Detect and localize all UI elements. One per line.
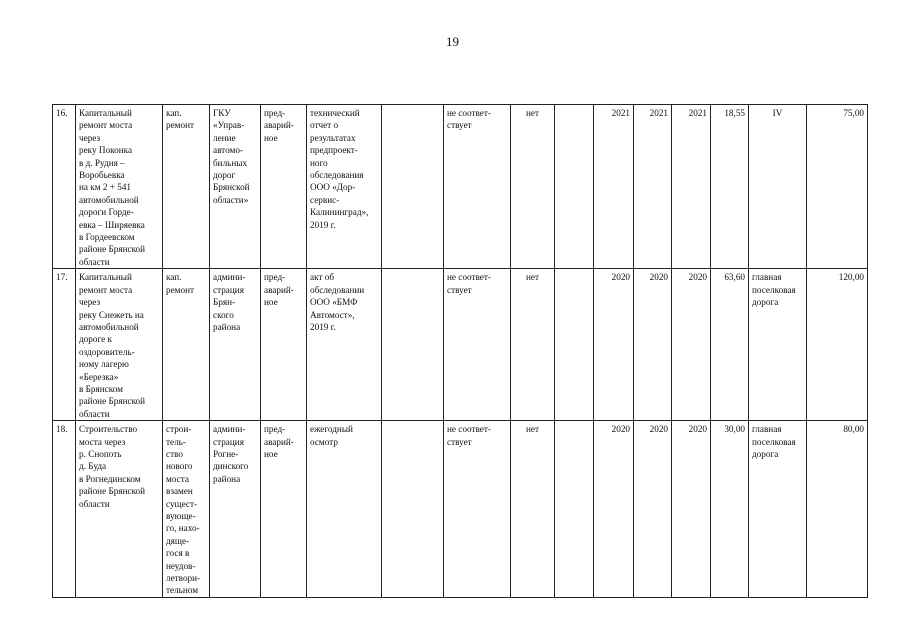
owner-line: ского <box>213 309 234 320</box>
owner <box>210 421 261 598</box>
compliance-status-line: ствует <box>447 436 472 447</box>
work-type-line: строи- <box>166 424 192 435</box>
condition-line: ное <box>264 297 278 308</box>
condition-line: пред- <box>264 424 286 435</box>
inspection-basis-line: 2019 г. <box>310 219 336 230</box>
work-type-line: гося в <box>166 548 190 559</box>
compliance-status <box>444 105 511 269</box>
object-name-line: автомобильной <box>79 194 139 205</box>
road-category-line: дорога <box>752 297 779 308</box>
flag-value: нет <box>511 269 555 421</box>
compliance-status-line: не соответ- <box>447 108 491 118</box>
object-name-line: Строительство <box>79 424 138 435</box>
compliance-status-line: не соответ- <box>447 272 491 283</box>
condition-line: пред- <box>264 108 286 118</box>
compliance-status-line: ствует <box>447 120 472 131</box>
object-name <box>76 105 163 269</box>
year-mid: 2021 <box>634 105 672 269</box>
condition-line: ное <box>264 448 278 459</box>
owner-line: района <box>213 321 241 332</box>
object-name-line: «Березка» <box>79 371 119 382</box>
road-category-line: главная <box>752 272 782 283</box>
object-name-line: д. Буда <box>79 461 107 472</box>
work-type-line: вующе- <box>166 511 196 521</box>
inspection-basis <box>307 421 382 598</box>
condition-line: ное <box>264 132 278 143</box>
flag-value: нет <box>511 421 555 598</box>
condition-line: аварий- <box>264 284 294 295</box>
inspection-basis-line: ежегодный <box>310 424 353 435</box>
work-type-line: сущест- <box>166 498 198 509</box>
object-name-line: автомобильной <box>79 321 139 332</box>
object-name-line: р. Снопоть <box>79 448 122 459</box>
object-name-line: районе Брянской <box>79 396 146 407</box>
work-type-line: неудов- <box>166 560 196 571</box>
work-type-line: го, нахо- <box>166 523 200 534</box>
object-name-line: области <box>79 498 110 509</box>
road-category-line: поселковая <box>752 436 796 447</box>
year-start: 2020 <box>594 269 634 421</box>
inspection-basis-line: осмотр <box>310 436 338 447</box>
condition-line: аварий- <box>264 120 294 131</box>
owner <box>210 105 261 269</box>
row-number: 18. <box>53 421 76 598</box>
year-mid: 2020 <box>634 269 672 421</box>
inspection-basis-line: Автомост», <box>310 309 355 320</box>
condition-line: аварий- <box>264 436 294 447</box>
owner-line: Рогне- <box>213 448 239 459</box>
condition-line: пред- <box>264 272 286 283</box>
blank-cell <box>382 421 444 598</box>
object-name-line: через <box>79 132 101 143</box>
owner-line: Брян- <box>213 297 236 308</box>
work-type-line: тель- <box>166 436 186 447</box>
condition <box>261 421 307 598</box>
owner-line: ление <box>213 132 236 143</box>
object-name-line: ремонт моста <box>79 120 133 131</box>
owner-line: админи- <box>213 424 246 435</box>
owner-line: страция <box>213 284 244 295</box>
bridge-repair-table <box>52 104 868 598</box>
object-name-line: в Рогнединском <box>79 473 141 484</box>
inspection-basis-line: результатах <box>310 132 356 143</box>
owner-line: админи- <box>213 272 246 283</box>
object-name-line: в д. Рудня – <box>79 157 125 168</box>
owner-line: динского <box>213 461 249 472</box>
inspection-basis-line: акт об <box>310 272 335 283</box>
work-type <box>163 105 210 269</box>
work-type-line: дяще- <box>166 535 190 546</box>
table-row <box>53 105 868 269</box>
inspection-basis-line: обследовании <box>310 284 365 295</box>
work-type-line: моста <box>166 473 189 484</box>
year-end: 2020 <box>672 269 711 421</box>
compliance-status <box>444 421 511 598</box>
work-type-line: кап. <box>166 108 182 118</box>
owner-line: Брянской <box>213 182 250 193</box>
bridge-length: 18,55 <box>711 105 749 269</box>
owner-line: области» <box>213 194 249 205</box>
work-type-line: кап. <box>166 272 182 283</box>
row-number: 17. <box>53 269 76 421</box>
object-name-line: области <box>79 408 110 419</box>
object-name-line: в Гордеевском <box>79 232 135 243</box>
year-end: 2021 <box>672 105 711 269</box>
object-name-line: оздоровитель- <box>79 346 135 357</box>
compliance-status <box>444 269 511 421</box>
table-row <box>53 269 868 421</box>
blank-cell <box>555 105 594 269</box>
object-name <box>76 421 163 598</box>
road-category-line: IV <box>772 108 783 118</box>
owner-line: автомо- <box>213 145 243 156</box>
bridge-length: 63,60 <box>711 269 749 421</box>
inspection-basis-line: отчет о <box>310 120 339 131</box>
year-mid: 2020 <box>634 421 672 598</box>
cost-value: 120,00 <box>807 269 868 421</box>
object-name-line: области <box>79 256 110 267</box>
inspection-basis-line: ООО «Дор- <box>310 182 356 193</box>
cost-value: 80,00 <box>807 421 868 598</box>
object-name-line: ремонт моста <box>79 284 133 295</box>
object-name-line: Капитальный <box>79 272 132 283</box>
owner-line: «Управ- <box>213 120 245 131</box>
cost-value: 75,00 <box>807 105 868 269</box>
row-number: 16. <box>53 105 76 269</box>
object-name-line: районе Брянской <box>79 244 146 255</box>
owner <box>210 269 261 421</box>
work-type <box>163 269 210 421</box>
inspection-basis <box>307 269 382 421</box>
owner-line: ГКУ <box>213 108 231 118</box>
owner-line: дорог <box>213 170 236 181</box>
object-name-line: дороге к <box>79 334 112 345</box>
work-type-line: ремонт <box>166 284 195 295</box>
year-end: 2020 <box>672 421 711 598</box>
object-name-line: Капитальный <box>79 108 132 118</box>
flag-value: нет <box>511 105 555 269</box>
road-category <box>749 421 807 598</box>
blank-cell <box>555 269 594 421</box>
road-category-line: главная <box>752 424 782 435</box>
object-name-line: ному лагерю <box>79 359 129 370</box>
inspection-basis-line: предпроект- <box>310 145 358 156</box>
owner-line: района <box>213 473 241 484</box>
road-category <box>749 269 807 421</box>
object-name-line: в Брянском <box>79 383 123 394</box>
road-category-line: поселковая <box>752 284 796 295</box>
condition <box>261 269 307 421</box>
work-type <box>163 421 210 598</box>
inspection-basis-line: Калининград», <box>310 207 369 218</box>
work-type-line: ство <box>166 448 183 459</box>
object-name-line: районе Брянской <box>79 486 146 497</box>
inspection-basis-line: технический <box>310 108 360 118</box>
object-name-line: реку Поконка <box>79 145 133 156</box>
road-category-line: дорога <box>752 448 779 459</box>
owner-line: страция <box>213 436 244 447</box>
compliance-status-line: не соответ- <box>447 424 491 435</box>
inspection-basis-line: ООО «БМФ <box>310 297 358 308</box>
year-start: 2021 <box>594 105 634 269</box>
object-name <box>76 269 163 421</box>
inspection-basis-line: сервис- <box>310 194 340 205</box>
object-name-line: через <box>79 297 101 308</box>
work-type-line: взамен <box>166 486 193 497</box>
blank-cell <box>382 269 444 421</box>
table-row <box>53 421 868 598</box>
work-type-line: тельном <box>166 585 199 596</box>
page-number: 19 <box>446 34 459 49</box>
owner-line: бильных <box>213 157 248 168</box>
object-name-line: на км 2 + 541 <box>79 182 132 193</box>
object-name-line: Воробьевка <box>79 170 125 181</box>
inspection-basis <box>307 105 382 269</box>
bridge-length: 30,00 <box>711 421 749 598</box>
inspection-basis-line: обследования <box>310 170 364 181</box>
work-type-line: нового <box>166 461 193 472</box>
work-type-line: летвори- <box>166 573 201 584</box>
inspection-basis-line: ного <box>310 157 328 168</box>
object-name-line: реку Снежеть на <box>79 309 144 320</box>
year-start: 2020 <box>594 421 634 598</box>
compliance-status-line: ствует <box>447 284 472 295</box>
object-name-line: дороги Горде- <box>79 207 134 218</box>
road-category <box>749 105 807 269</box>
inspection-basis-line: 2019 г. <box>310 321 336 332</box>
object-name-line: моста через <box>79 436 126 447</box>
condition <box>261 105 307 269</box>
blank-cell <box>382 105 444 269</box>
work-type-line: ремонт <box>166 120 195 131</box>
object-name-line: евка – Ширяевка <box>79 219 145 230</box>
blank-cell <box>555 421 594 598</box>
